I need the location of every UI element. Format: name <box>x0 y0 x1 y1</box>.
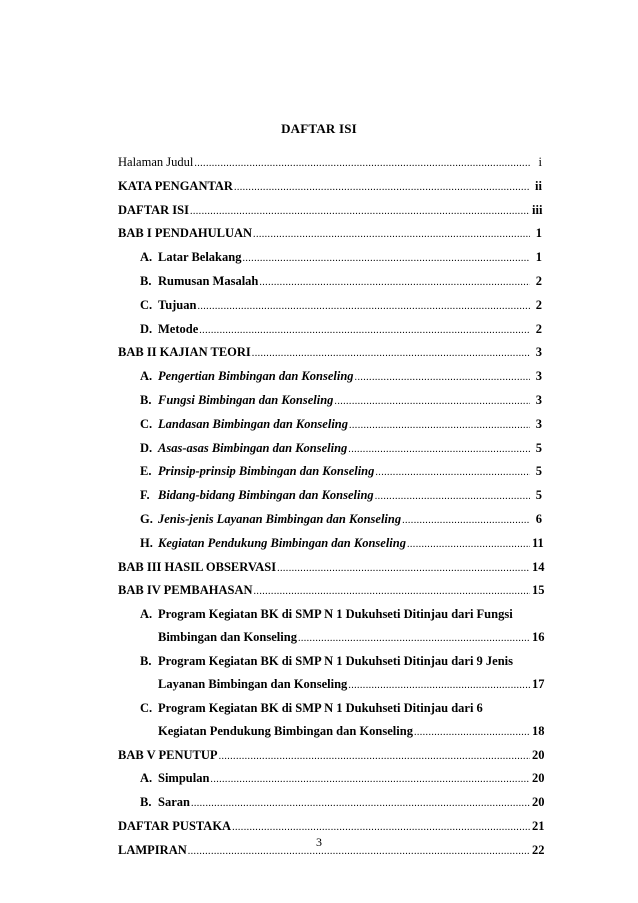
toc-entry-label: BAB II KAJIAN TEORI <box>118 345 251 360</box>
toc-entry-label: Tujuan <box>158 297 197 312</box>
toc-entry-label: BAB III HASIL OBSERVASI <box>118 559 277 574</box>
toc-entry-page: 20 <box>532 795 545 810</box>
toc-entry-label-continued: Layanan Bimbingan dan Konseling <box>158 676 348 691</box>
toc-entry-label: DAFTAR ISI <box>118 202 189 217</box>
toc-entry-number: A. <box>140 607 153 622</box>
toc-entry <box>118 583 545 599</box>
toc-entry-label: Landasan Bimbingan dan Konseling <box>158 416 348 431</box>
toc-entry-page: 2 <box>535 273 542 288</box>
toc-entry-number: A. <box>140 369 153 384</box>
toc-entry-page: i <box>538 155 542 169</box>
toc-entry-page: iii <box>532 202 543 217</box>
toc-entry-label: DAFTAR PUSTAKA <box>118 818 232 833</box>
toc-entry <box>118 771 545 787</box>
toc-entry <box>118 155 542 171</box>
toc-entry-number: C. <box>140 700 153 715</box>
toc-entry <box>118 393 542 409</box>
toc-entry <box>118 345 542 361</box>
leader-dots <box>348 442 530 457</box>
toc-entry-label: BAB V PENUTUP <box>118 747 218 762</box>
toc-entry-page: 16 <box>532 630 545 645</box>
toc-entry-label: BAB IV PEMBAHASAN <box>118 583 253 598</box>
leader-dots <box>194 156 530 171</box>
toc-entry <box>118 559 545 576</box>
toc-entry-label-continued: Kegiatan Pendukung Bimbingan dan Konseling <box>158 723 413 738</box>
toc-entry-label: Bidang-bidang Bimbingan dan Konseling <box>158 488 374 503</box>
toc-entry-label: Simpulan <box>158 771 210 786</box>
toc-entry-page: 18 <box>532 723 545 738</box>
toc-entry-number: H. <box>140 535 153 550</box>
toc-entry <box>118 179 542 195</box>
toc-entry-number: B. <box>140 392 152 407</box>
leader-dots <box>375 465 530 480</box>
toc-entry-page: 3 <box>535 345 542 360</box>
toc-entry-label: Kegiatan Pendukung Bimbingan dan Konseling <box>158 535 406 550</box>
toc-entry-label: Rumusan Masalah <box>158 273 259 288</box>
toc-entry-number: A. <box>140 250 153 265</box>
toc-entry-page: 14 <box>532 559 545 574</box>
leader-dots <box>254 584 530 599</box>
toc-entry-page: 1 <box>535 226 542 241</box>
toc-entry <box>118 322 542 338</box>
leader-dots <box>234 180 530 195</box>
toc-entry-label: Program Kegiatan BK di SMP N 1 Dukuhseti Ditinjau dari 9 Jenis <box>158 653 514 668</box>
toc-entry-page: 5 <box>535 464 542 479</box>
toc-entry <box>118 417 542 433</box>
leader-dots <box>349 418 530 433</box>
toc-entry <box>118 226 542 242</box>
leader-dots <box>253 227 530 242</box>
toc-entry-label: LAMPIRAN <box>118 842 187 857</box>
toc-entry-page: 20 <box>532 747 545 762</box>
toc-entry-page: 5 <box>535 440 542 455</box>
toc-entry-page: 21 <box>532 818 545 833</box>
toc-entry <box>118 464 542 480</box>
toc-entry <box>118 298 542 314</box>
toc-entry-label: Program Kegiatan BK di SMP N 1 Dukuhseti Ditinjau dari Fungsi <box>158 607 513 622</box>
leader-dots <box>348 678 530 693</box>
leader-dots <box>414 725 530 740</box>
page-title: DAFTAR ISI <box>281 121 357 136</box>
toc-entry-page: 15 <box>532 583 545 598</box>
toc-entry-page: 22 <box>532 842 545 857</box>
toc-entry <box>118 488 542 504</box>
leader-dots <box>402 513 530 528</box>
toc-entry-label: Pengertian Bimbingan dan Konseling <box>158 369 354 384</box>
toc-entry-label: Latar Belakang <box>158 250 242 265</box>
toc-entry-label: KATA PENGANTAR <box>118 178 233 193</box>
toc-entry-label: Saran <box>158 795 190 810</box>
toc-entry-label: Jenis-jenis Layanan Bimbingan dan Konseling <box>158 511 402 526</box>
leader-dots <box>252 346 530 361</box>
toc-entry <box>118 274 542 290</box>
leader-dots <box>210 772 530 787</box>
toc-entry-number: B. <box>140 653 152 668</box>
toc-entry-label-continued: Bimbingan dan Konseling <box>158 630 297 645</box>
toc-entry-number: E. <box>140 464 152 479</box>
leader-dots <box>232 820 530 835</box>
leader-dots <box>190 204 530 219</box>
toc-entry <box>118 512 542 528</box>
toc-entry-number: C. <box>140 416 153 431</box>
toc-entry <box>118 441 542 457</box>
toc-entry-label: Prinsip-prinsip Bimbingan dan Konseling <box>158 464 375 479</box>
toc-entry-page: 6 <box>535 511 542 526</box>
toc-entry-number: C. <box>140 297 153 312</box>
toc-entry-label: Program Kegiatan BK di SMP N 1 Dukuhseti Ditinjau dari 6 <box>158 700 483 715</box>
toc-entry-page: 3 <box>535 392 542 407</box>
toc-entry-label: Asas-asas Bimbingan dan Konseling <box>158 440 348 455</box>
toc-entry-number: G. <box>140 511 153 526</box>
leader-dots <box>375 489 530 504</box>
toc-entry <box>118 536 542 552</box>
toc-entry-page: 2 <box>535 321 542 336</box>
toc-entry-number: D. <box>140 321 153 336</box>
leader-dots <box>199 323 530 338</box>
toc-entry <box>118 700 545 740</box>
toc-entry <box>118 818 545 835</box>
toc-entry-label: Halaman Judul <box>118 155 194 169</box>
toc-entry-page: 20 <box>532 771 545 786</box>
toc-entry <box>118 795 545 811</box>
toc-entry <box>118 250 542 266</box>
toc-entry <box>118 203 542 219</box>
toc-entry-number: A. <box>140 771 153 786</box>
toc-entry-label: Fungsi Bimbingan dan Konseling <box>158 392 334 407</box>
toc-entry-page: 3 <box>535 416 542 431</box>
toc-entry-page: ii <box>535 178 542 193</box>
toc-entry <box>118 653 545 693</box>
toc-entry <box>118 369 542 385</box>
table-of-contents <box>118 155 545 867</box>
toc-entry-page: 17 <box>532 676 545 691</box>
leader-dots <box>334 394 530 409</box>
leader-dots <box>242 251 530 266</box>
toc-entry <box>118 607 545 646</box>
toc-entry-page: 11 <box>532 535 544 550</box>
leader-dots <box>355 370 530 385</box>
leader-dots <box>298 631 530 646</box>
toc-entry-page: 3 <box>535 369 542 384</box>
toc-entry-number: F. <box>140 488 150 503</box>
leader-dots <box>407 537 530 552</box>
toc-entry-page: 1 <box>535 250 542 265</box>
toc-entry-page: 2 <box>535 297 542 312</box>
toc-entry <box>118 747 545 764</box>
toc-entry-number: B. <box>140 273 152 288</box>
leader-dots <box>277 561 530 576</box>
toc-entry-number: D. <box>140 440 153 455</box>
toc-entry-label: BAB I PENDAHULUAN <box>118 226 253 241</box>
leader-dots <box>191 796 530 811</box>
toc-entry-page: 5 <box>535 488 542 503</box>
leader-dots <box>197 299 530 314</box>
page-number: 3 <box>316 835 322 849</box>
leader-dots <box>219 749 530 764</box>
toc-entry-label: Metode <box>158 321 199 336</box>
leader-dots <box>259 275 530 290</box>
toc-entry-number: B. <box>140 795 152 810</box>
